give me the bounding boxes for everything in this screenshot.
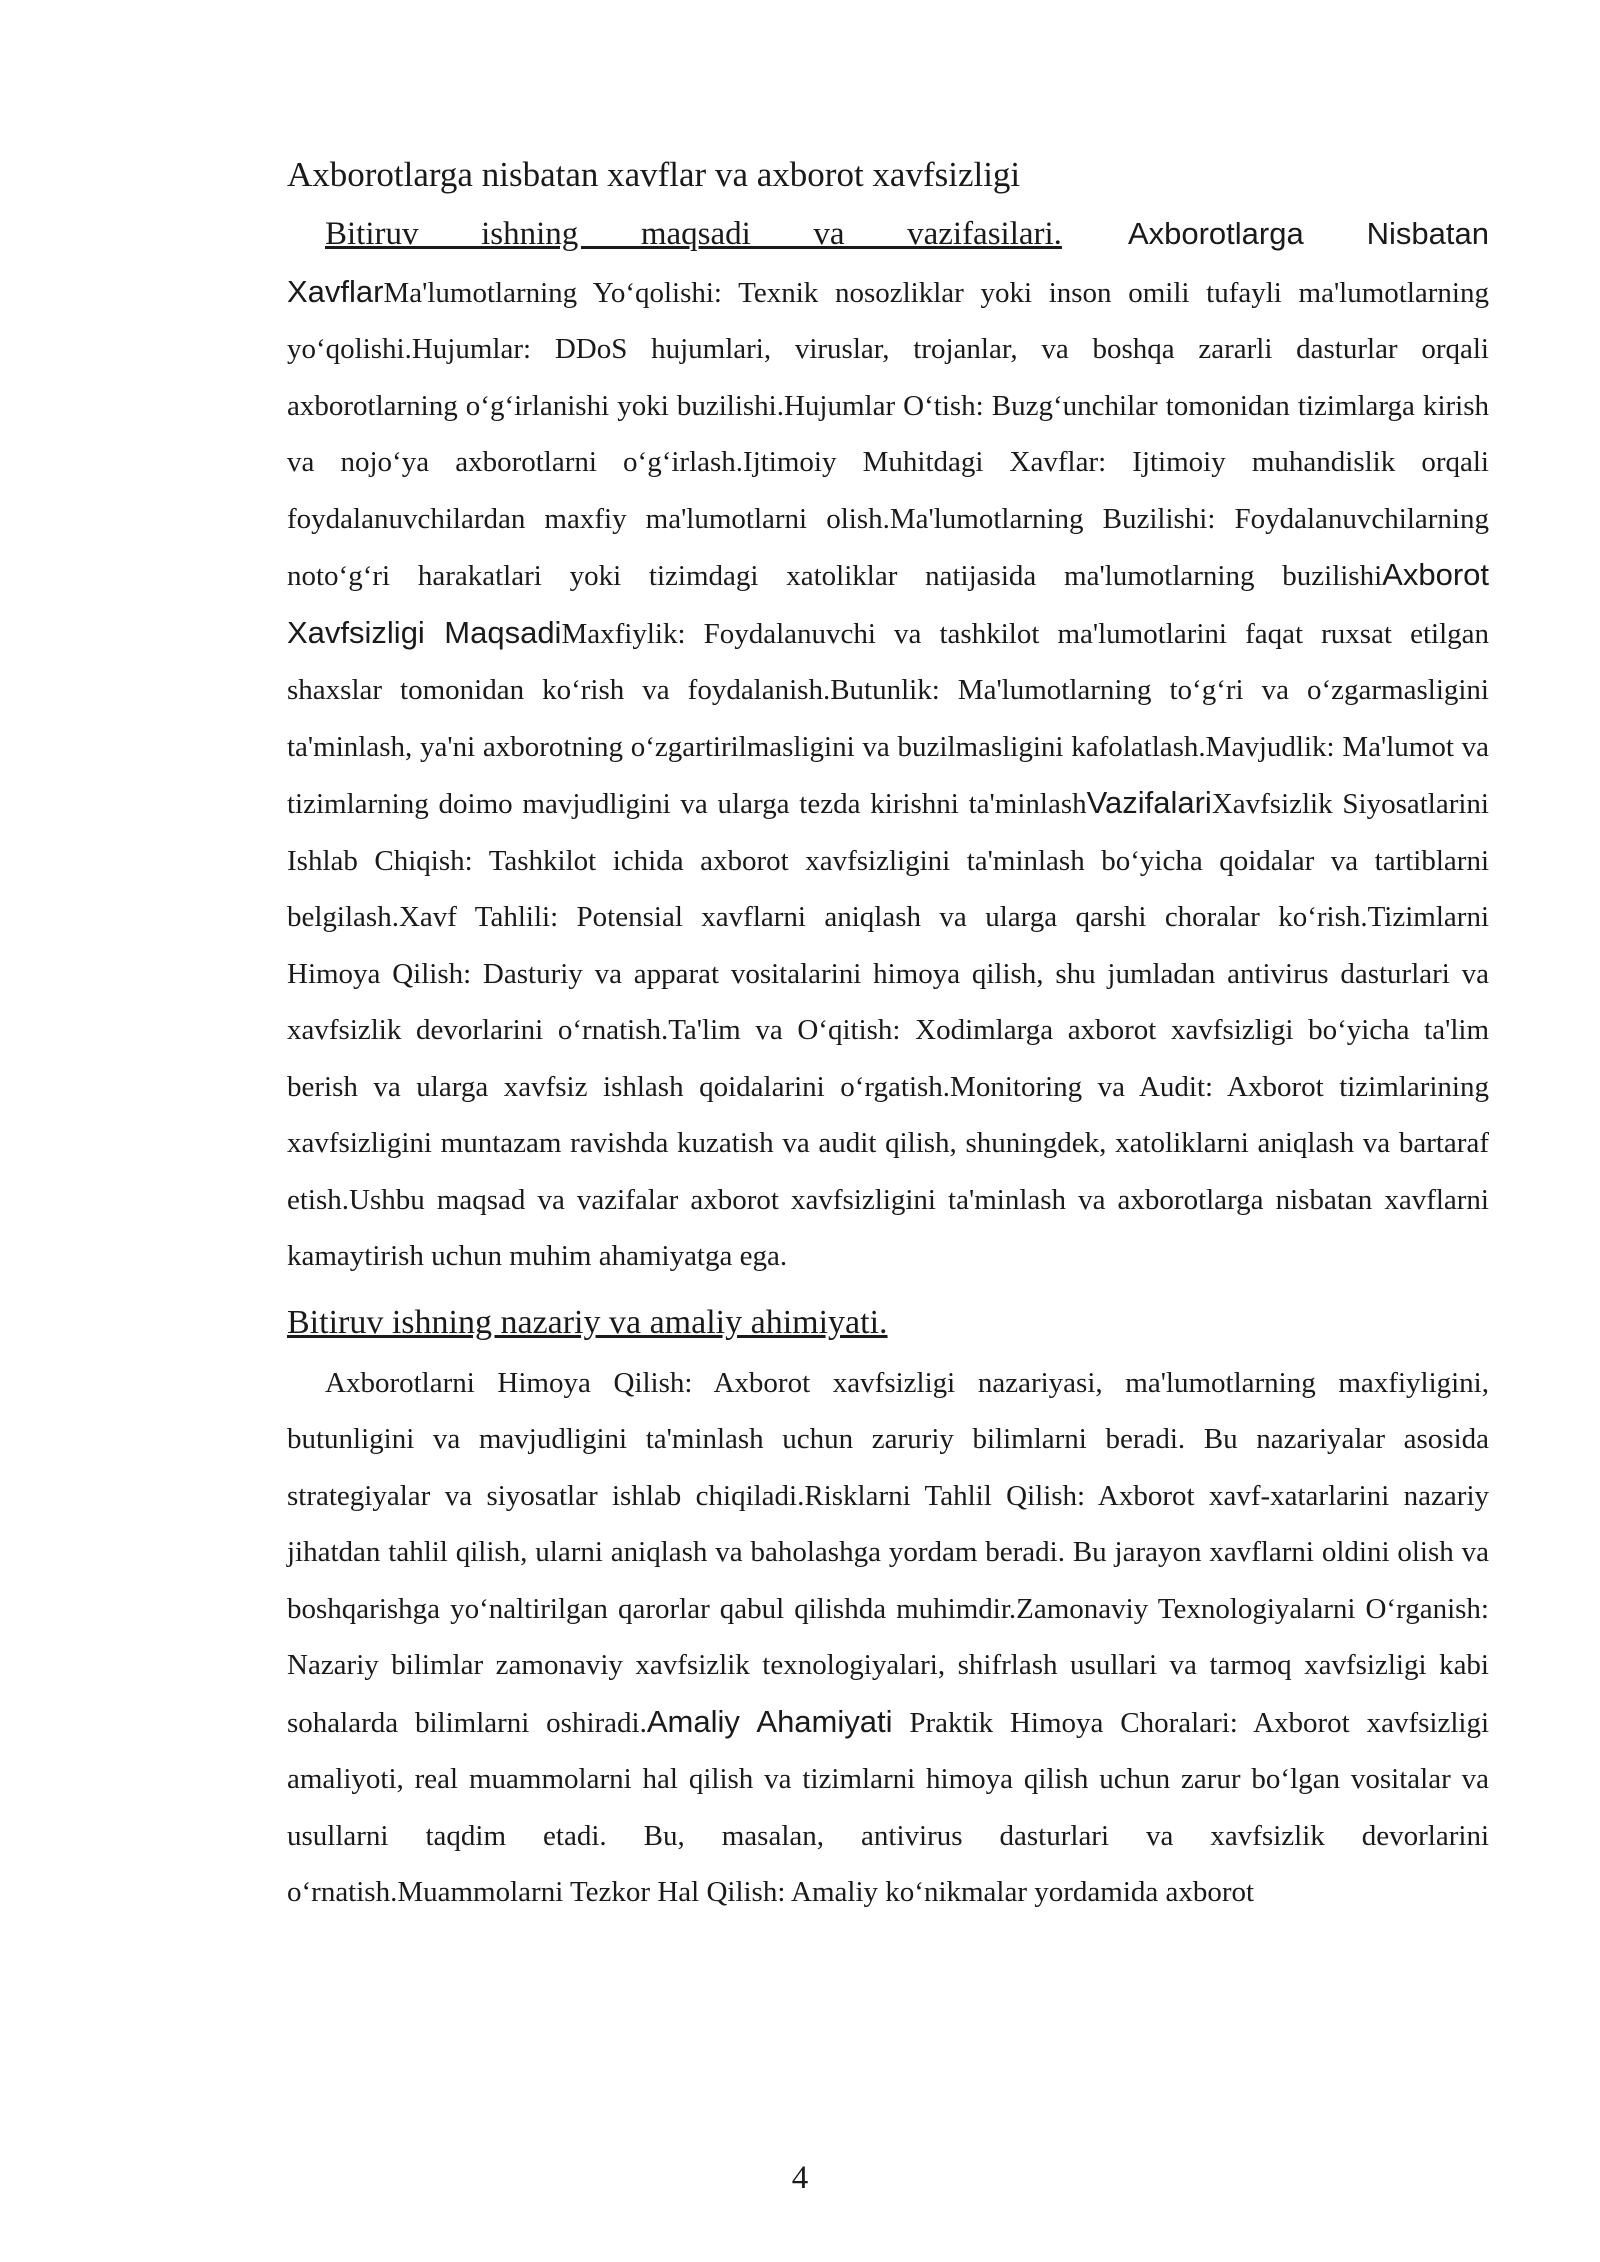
document-page	[287, 150, 1489, 1921]
tasks-text: Xavfsizlik Siyosatlarini Ishlab Chiqish: Tashkilot ichida axborot xavfsizligini ta'minlash bo‘yicha qoidalar va tartiblarni belgilash.Xavf Tahlili: Potensial xavflarni aniqlash va ularga qarshi choralar ko‘rish.Tizimlarni Himoya Qilish: Dasturiy va apparat vositalarini himoya qilish, shu jumladan antivirus dasturlari va xavfsizlik devorlarini o‘rnatish.Ta'lim va O‘qitish: Xodimlarga axborot xavfsizligi bo‘yicha ta'lim berish va ularga xavfsiz ishlash qoidalarini o‘rgatish.Monitoring va Audit: Axborot tizimlarining xavfsizligini muntazam ravishda kuzatish va audit qilish, shuningdek, xatoliklarni aniqlash va bartaraf etish.Ushbu maqsad va vazifalar axborot xavfsizligini ta'minlash va axborotlarga nisbatan xavflarni kamaytirish uchun muhim ahamiyatga ega.	[287, 788, 1489, 1272]
section2-paragraph	[287, 1355, 1489, 1921]
section1-heading: Bitiruv ishning maqsadi va vazifasilari.	[325, 216, 1062, 252]
tasks-subheading: Vazifalari	[1086, 785, 1212, 820]
section1-paragraph	[287, 206, 1489, 1285]
theory-text: Axborotlarni Himoya Qilish: Axborot xavfsizligi nazariyasi, ma'lumotlarning maxfiyligini, butunligini va mavjudligini ta'minlash uchun zaruriy bilimlarni beradi. Bu nazariyalar asosida strategiyalar va siyosatlar ishlab chiqiladi.Risklarni Tahlil Qilish: Axborot xavf-xatarlarini nazariy jihatdan tahlil qilish, ularni aniqlash va baholashga yordam beradi. Bu jarayon xavflarni oldini olish va boshqarishga yo‘naltirilgan qarorlar qabul qilishda muhimdir.Zamonaviy Texnologiyalarni O‘rganish: Nazariy bilimlar zamonaviy xavfsizlik texnologiyalari, shifrlash usullari va tarmoq xavfsizligi kabi sohalarda bilimlarni oshiradi.	[287, 1366, 1489, 1739]
goal-subheading: Axborot Xavfsizligi Maqsadi	[287, 557, 1489, 650]
practical-subheading: Amaliy Ahamiyati	[646, 1703, 893, 1739]
page-number: 4	[791, 2160, 809, 2196]
goal-text: Maxfiylik: Foydalanuvchi va tashkilot ma'lumotlarini faqat ruxsat etilgan shaxslar tomonidan ko‘rish va foydalanish.Butunlik: Ma'lumotlarning to‘g‘ri va o‘zgarmasligini ta'minlash, ya'ni axborotning o‘zgartirilmasligini va buzilmasligini kafolatlash.Mavjudlik: Ma'lumot va tizimlarning doimo mavjudligini va ularga tezda kirishni ta'minlash	[287, 617, 1489, 820]
threats-text: Ma'lumotlarning Yo‘qolishi: Texnik nosozliklar yoki inson omili tufayli ma'lumotlarning yo‘qolishi.Hujumlar: DDoS hujumlari, viruslar, trojanlar, va boshqa zararli dasturlar orqali axborotlarning o‘g‘irlanishi yoki buzilishi.Hujumlar O‘tish: Buzg‘unchilar tomonidan tizimlarga kirish va nojo‘ya axborotlarni o‘g‘irlash.Ijtimoiy Muhitdagi Xavflar: Ijtimoiy muhandislik orqali foydalanuvchilardan maxfiy ma'lumotlarni olish.Ma'lumotlarning Buzilishi: Foydalanuvchilarning noto‘g‘ri harakatlari yoki tizimdagi xatoliklar natijasida ma'lumotlarning buzilishi	[287, 276, 1489, 592]
document-title: Axborotlarga nisbatan xavflar va axborot xavfsizligi	[287, 155, 1021, 194]
section2-heading: Bitiruv ishning nazariy va amaliy ahimiyati.	[287, 1303, 888, 1341]
threats-subheading: Axborotlarga Nisbatan Xavflar	[287, 216, 1489, 309]
practical-text: Praktik Himoya Choralari: Axborot xavfsizligi amaliyoti, real muammolarni hal qilish va tizimlarni himoya qilish uchun zarur bo‘lgan vositalar va usullarni taqdim etadi. Bu, masalan, antivirus dasturlari va xavfsizlik devorlarini o‘rnatish.Muammolarni Tezkor Hal Qilish: Amaliy ko‘nikmalar yordamida axborot	[287, 1706, 1490, 1908]
